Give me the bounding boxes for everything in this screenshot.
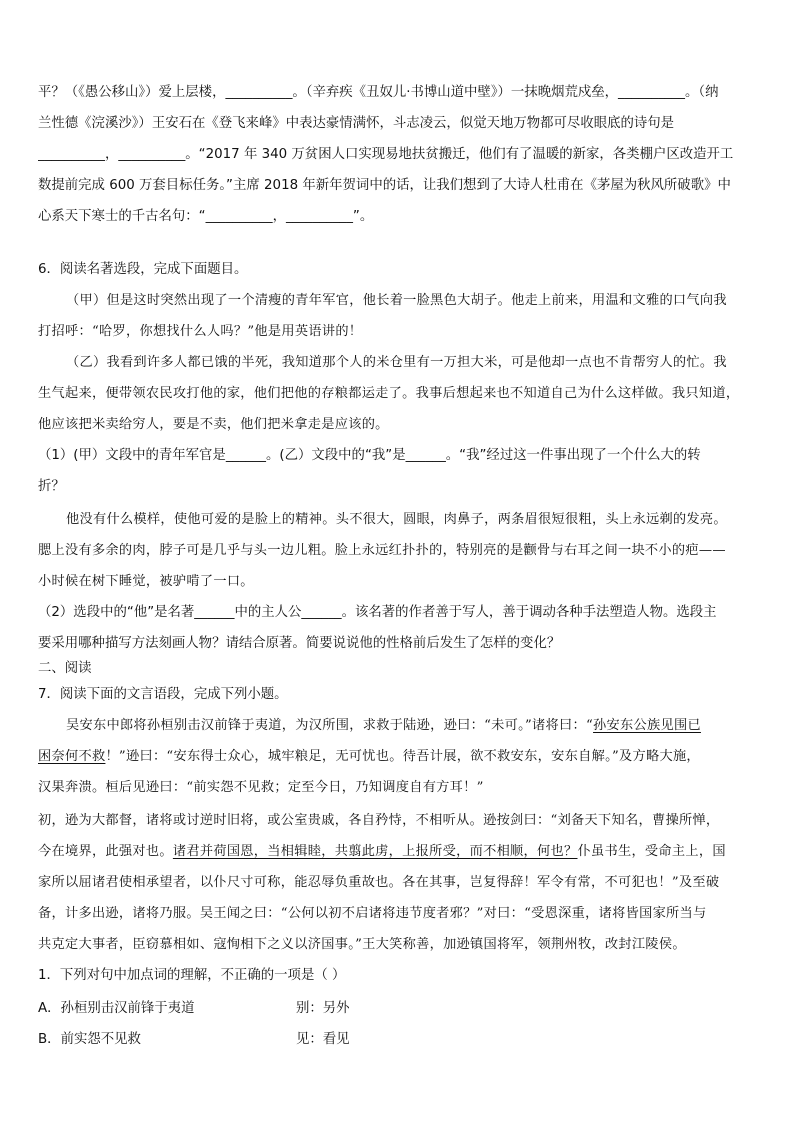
option-a-text: A．孙桓别击汉前锋于夷道 — [38, 1001, 195, 1016]
q7-para2-line-4: 备，计多出逊，诸将乃服。吴王闻之曰：“公何以初不启诸将违节度者邪？”对曰：“受恩深重，诸将皆国家所当与 — [38, 906, 707, 921]
option-b — [38, 1031, 756, 1049]
q7-para2-line-2 — [38, 843, 756, 861]
q6-sub1-line-2: 折？ — [38, 479, 65, 494]
q5-line-5: 心系天下寒士的千古名句：“__________，__________”。 — [38, 209, 374, 224]
q6-sub1-line-1: （1）(甲）文段中的青年军官是______。(乙）文段中的“我”是______。“我”经过这一件事出现了一个什么大的转 — [38, 448, 701, 463]
option-b-definition: 见：看见 — [296, 1032, 350, 1047]
q6-yi-line-1: （乙）我看到许多人都已饿的半死，我知道那个人的米仓里有一万担大米，可是他却一点也不肯帮穷人的忙。我 — [66, 355, 727, 370]
q6-excerpt-line-1: 他没有什么模样，使他可爱的是脸上的精神。头不很大，圆眼，肉鼻子，两条眉很短很粗，头上永远剃的发亮。 — [66, 512, 727, 527]
q7-para2-line-3: 家所以屈诸君使相承望者，以仆尺寸可称，能忍辱负重故也。各在其事，岂复得辞！军令有常，不可犯也！”及至破 — [38, 875, 720, 890]
q5-line-2: 兰性德《浣溪沙》）王安石在《登飞来峰》中表达豪情满怀，斗志凌云，似觉天地万物都可尽收眼底的诗句是 — [38, 116, 675, 131]
q6-yi-line-2: 生气起来，便带领农民攻打他的家，他们把他的存粮都运走了。我事后想起来也不知道自己为什么这样做。我只知道， — [38, 386, 740, 401]
option-a-definition: 别：另外 — [296, 1001, 350, 1016]
q5-line-4: 数提前完成 600 万套目标任务。”主席 2018 年新年贺词中的话，让我们想到了大诗人杜甫在《茅屋为秋风所破歌》中 — [38, 178, 731, 193]
underlined-sentence-1a: 孙安东公族见围已 — [593, 718, 701, 733]
q7-para1-line-2-text: ！”逊曰：“安东得士众心，城牢粮足，无可忧也。待吾计展，欲不救安东，安东自解。”及方略大施， — [105, 749, 700, 764]
q7-para2-line-2-pre: 今在境界，此强对也。 — [38, 844, 173, 859]
q5-line-3: __________，__________。“2017 年 340 万贫困人口实现易地扶贫搬迁，他们有了温暖的新家，各类棚户区改造开工 — [38, 147, 734, 162]
q6-sub2-line-1: （2）选段中的“他”是名著______中的主人公______。该名著的作者善于写人，善于调动各种手法塑造人物。选段主 — [38, 605, 717, 620]
q7-para1-line-2 — [38, 748, 756, 766]
q6-yi-line-3: 他应该把米卖给穷人，要是不卖，他们把米拿走是应该的。 — [38, 417, 389, 432]
q7-para2-line-5: 共克定大事者，臣窃慕相如、寇恂相下之义以济国事。”王大笑称善，加逊镇国将军，领荆州牧，改封江陵侯。 — [38, 937, 686, 952]
option-a — [38, 1000, 756, 1018]
underlined-sentence-2: 诸君并荷国恩，当相辑睦，共翦此虏，上报所受，而不相顺，何也？ — [172, 844, 578, 859]
q6-excerpt-line-3: 小时候在树下睡觉，被驴啃了一口。 — [38, 574, 254, 589]
q7-para1-line-3: 汉果奔溃。桓后见逊曰：“前实怨不见救；定至今日，乃知调度自有方耳！” — [38, 780, 484, 795]
q7-para2-line-2-post: 仆虽书生，受命主上，国 — [577, 844, 726, 859]
q5-line-1: 平？（《愚公移山》）爱上层楼，__________。（辛弃疾《丑奴儿·书博山道中壁》）一抹晚烟荒戍垒，__________。（纳 — [38, 85, 719, 100]
q7-para1-line-1-text: 吴安东中郎将孙桓别击汉前锋于夷道，为汉所围，求救于陆逊，逊曰：“未可。”诸将曰：“ — [66, 718, 594, 733]
q7-para2-line-1: 初，逊为大都督，诸将或讨逆时旧将，或公室贵戚，各自矜恃，不相听从。逊按剑曰：“刘备天下知名，曹操所惮， — [38, 813, 720, 828]
section-heading: 二、阅读 — [38, 661, 92, 676]
q6-excerpt-line-2: 腮上没有多余的肉，脖子可是几乎与头一边儿粗。脸上永远红扑扑的，特别亮的是颧骨与右耳之间一块不小的疤—— — [38, 543, 726, 558]
q6-sub2-line-2: 要采用哪种描写方法刻画人物？请结合原著。简要说说他的性格前后发生了怎样的变化？ — [38, 636, 561, 651]
q7-para1-line-1 — [66, 717, 756, 735]
q6-jia-line-2: 打招呼：“哈罗，你想找什么人吗？”他是用英语讲的！ — [38, 324, 363, 339]
q7-title: 7．阅读下面的文言语段，完成下列小题。 — [38, 687, 288, 702]
option-b-text: B．前实怨不见救 — [38, 1032, 141, 1047]
underlined-sentence-1b: 困奈何不救 — [38, 749, 106, 764]
q6-title: 6．阅读名著选段，完成下面题目。 — [38, 262, 248, 277]
q7-sub1-question: 1．下列对句中加点词的理解，不正确的一项是（ ） — [38, 968, 346, 983]
q6-jia-line-1: （甲）但是这时突然出现了一个清瘦的青年军官，他长着一脸黑色大胡子。他走上前来，用温和文雅的口气向我 — [66, 293, 727, 308]
